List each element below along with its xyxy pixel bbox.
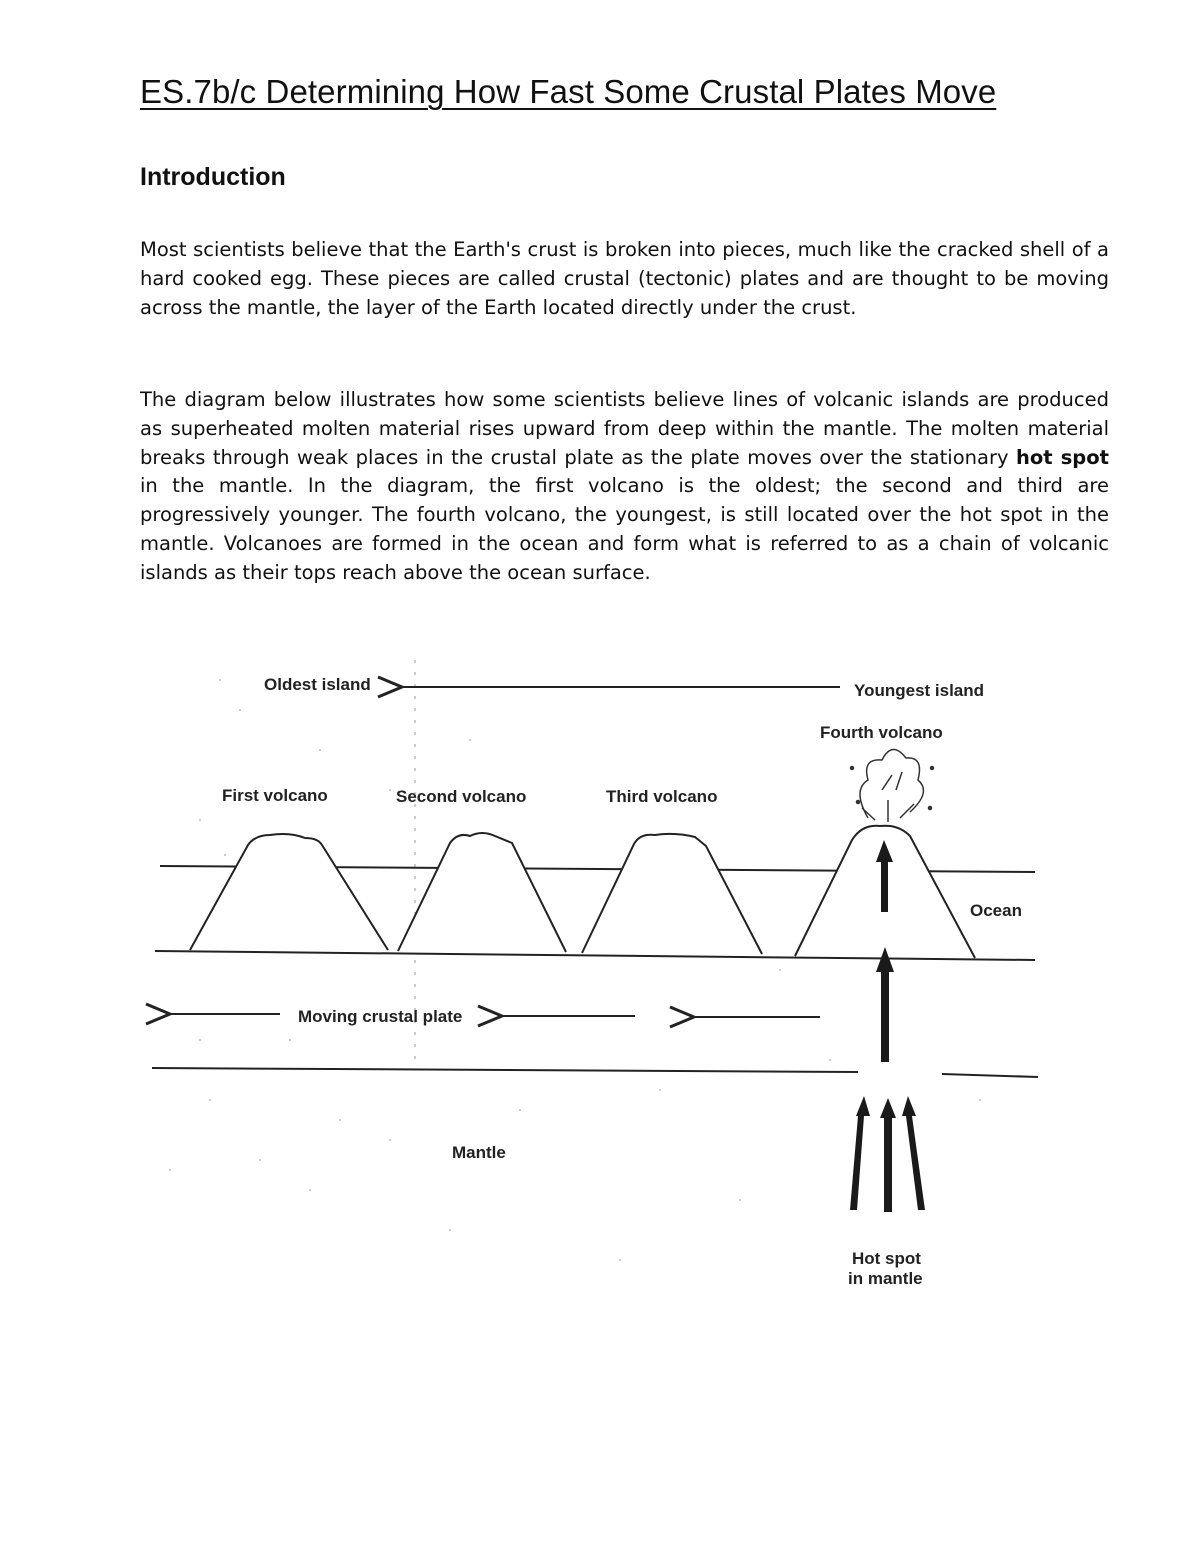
youngest-island-label: Youngest island: [854, 681, 985, 700]
hot-spot-bold-term: hot spot: [1016, 445, 1109, 469]
oldest-island-label: Oldest island: [264, 675, 371, 694]
paragraph-2-text-end: in the mantle. In the diagram, the first volcano is the oldest; the second and third are progressively younger. The fourth volcano, the youngest, is still located over the hot spot in the mantle. Volcanoes are formed in the ocean and form what is referred to as a chain of volcanic islands as their tops reach above the ocean surface.: [140, 474, 1109, 584]
fourth-volcano-label: Fourth volcano: [820, 723, 943, 742]
third-volcano-shape: [582, 834, 762, 954]
eruption-plume: [851, 749, 934, 822]
section-heading-introduction: Introduction: [140, 163, 286, 191]
moving-crustal-plate-label: Moving crustal plate: [298, 1007, 463, 1026]
plate-bottom-line-left: [152, 1068, 858, 1072]
plate-bottom-line-right: [942, 1074, 1038, 1077]
mantle-label: Mantle: [452, 1143, 506, 1162]
second-volcano-shape: [398, 833, 566, 952]
ocean-label: Ocean: [970, 901, 1022, 920]
paragraph-2-text-start: The diagram below illustrates how some scientists believe lines of volcanic islands are produced as superheated molten material rises upward from deep within the mantle. The molten material breaks through weak places in the crustal plate as the plate moves over the stationary: [140, 388, 1109, 469]
intro-paragraph-1: Most scientists believe that the Earth's crust is broken into pieces, much like the cracked shell of a hard cooked egg. These pieces are called crustal (tectonic) plates and are thought to be moving across the mantle, the layer of the Earth located directly under the crust.: [140, 238, 1109, 319]
hot-spot-label-line1: Hot spot: [852, 1249, 921, 1268]
hot-spot-diagram: [140, 640, 1060, 1300]
first-volcano-shape: [190, 834, 388, 950]
intro-paragraph-2: [140, 386, 1109, 588]
hot-spot-diagram-svg: [140, 640, 1060, 1300]
first-volcano-label: First volcano: [222, 786, 328, 805]
page-title: ES.7b/c Determining How Fast Some Crustal Plates Move: [140, 73, 997, 110]
third-volcano-label: Third volcano: [606, 787, 718, 806]
hot-spot-label-line2: in mantle: [848, 1269, 923, 1288]
second-volcano-label: Second volcano: [396, 787, 527, 806]
